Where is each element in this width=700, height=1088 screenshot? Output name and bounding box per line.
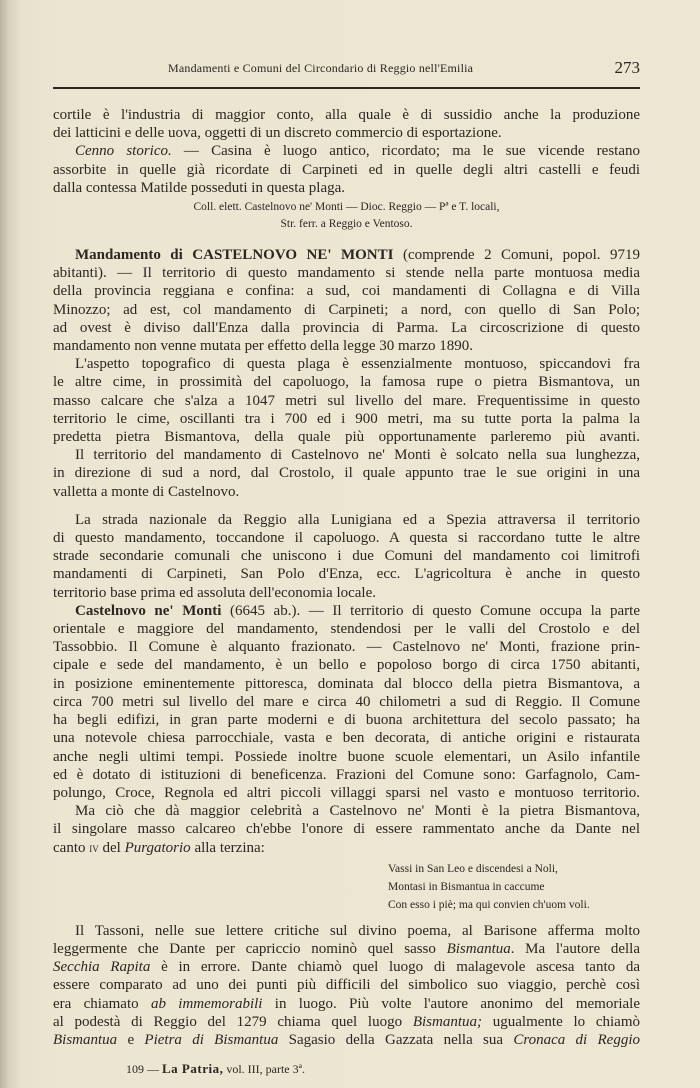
text-line (53, 995, 640, 1013)
text-run: strade secondarie comunali che uniscono i due Comuni del mandamento coi limitrofi (53, 548, 640, 565)
page-footer (53, 1061, 640, 1077)
text-line (53, 602, 640, 620)
text-line (53, 584, 640, 602)
text-run: il singolare masso calcareo ch'ebbe l'onore di essere rammentato anche da Dante nel (53, 821, 640, 838)
text-line (53, 464, 640, 482)
text-line (53, 301, 640, 319)
text-run: L'aspetto topografico di questa plaga è essenzialmente montuoso, spiccandovi fra (75, 356, 640, 373)
text-run: Il Tassoni, nelle sue lettere critiche sul divino poema, al Barisone afferma molto (75, 922, 640, 939)
text-line (53, 922, 640, 940)
text-line (53, 565, 640, 583)
text-line (388, 896, 640, 914)
text-run: Il territorio del mandamento di Castelnovo ne' Monti è solcato nella sua lunghezza, (75, 447, 640, 464)
text-run: Str. ferr. a Reggio e Ventoso. (280, 217, 413, 230)
text-run: e (117, 1031, 145, 1048)
paragraph (53, 106, 640, 142)
text-line (53, 839, 640, 857)
italic-text: Purgatorio (124, 839, 191, 856)
text-line (53, 319, 640, 337)
text-line (53, 940, 640, 958)
text-run: iv (89, 840, 99, 855)
text-run: abitanti). — Il territorio di questo mandamento si stende nella parte montuosa media (53, 265, 640, 282)
signature-number: 109 — (126, 1062, 162, 1077)
text-line (53, 446, 640, 464)
italic-text: Cronaca di Reggio (513, 1031, 640, 1048)
text-run: Ma ciò che dà maggior celebrità a Castelnovo ne' Monti è la pietra Bismantova, (75, 803, 640, 820)
text-run: Con esso i piè; ma qui convien ch'uom voli. (388, 898, 590, 911)
text-run: una notevole chiesa parrocchiale, vasta e ben decorata, di antiche origini e ristaurata (53, 730, 640, 747)
text-run: assorbite in quelle già ricordate di Carpineti ed in quelle degli altri castelli e feudi (53, 161, 640, 178)
running-header (53, 58, 640, 80)
text-line (53, 638, 640, 656)
text-line (53, 656, 640, 674)
paragraph (53, 355, 640, 446)
verse-quote (53, 860, 640, 914)
text-run: La strada nazionale da Reggio alla Lunigiana ed a Spezia attraversa il territorio (75, 511, 640, 528)
text-run: era chiamato (53, 995, 151, 1012)
text-line (53, 216, 640, 233)
text-run: masso calcare che s'alza a 1047 metri sul livello del mare. Frequentissime in questo (53, 392, 640, 409)
text-run: in posizione eminentemente pittoresca, dominata dal blocco della pietra Bismantova, a (53, 675, 640, 692)
text-run: predetta pietra Bismantova, della quale più opportunamente parleremo più avanti. (53, 429, 640, 446)
paragraph (53, 511, 640, 602)
text-run: di questo mandamento, toccandone il capoluogo. A questa si raccordano tutte le altre (53, 530, 640, 547)
work-title: La Patria, (162, 1061, 224, 1077)
text-run: orientale e maggiore del mandamento, stendendosi per le valli del Crostolo e del (53, 621, 640, 638)
paragraph (53, 446, 640, 501)
text-line (53, 729, 640, 747)
text-line (53, 373, 640, 391)
text-run: polungo, Croce, Regnola ed altri piccoli villaggi sparsi nel vasto e montuoso territorio. (53, 784, 640, 801)
text-line (53, 820, 640, 838)
volume-info: vol. III, parte 3ª. (223, 1062, 305, 1077)
text-line (53, 693, 640, 711)
text-line (53, 179, 640, 197)
page-body (53, 106, 640, 1049)
text-line (53, 976, 640, 994)
text-line (53, 1031, 640, 1049)
text-line (53, 282, 640, 300)
text-run: circa 700 metri sul livello del mare e circa 40 chilometri a sud di Reggio. Il Comune (53, 693, 640, 710)
text-line (53, 392, 640, 410)
text-line (388, 860, 640, 878)
text-run: al podestà di Reggio del 1279 chiama quel luogo (53, 1013, 413, 1030)
text-run: mandamento non venne mutata per effetto della legge 30 marzo 1890. (53, 338, 473, 355)
text-run: territorio base prima ed assoluta dell'economia locale. (53, 584, 376, 601)
paragraph (53, 142, 640, 197)
text-run: canto (53, 839, 90, 856)
text-run: ad ovest è diviso dall'Enza dalla provincia di Parma. La circoscrizione di questo (53, 319, 640, 336)
info-note (53, 199, 640, 232)
text-run: in direzione di sud a nord, dal Crostolo, il quale appunto trae le sue origini in una (53, 465, 640, 482)
text-run: del (98, 839, 125, 856)
paragraph (53, 802, 640, 857)
text-run: della provincia reggiana e confina: a sud, coi mandamenti di Collagna e di Villa (53, 283, 640, 300)
text-run: essere comparato ad uno dei punti più difficili del simbolico suo viaggio, perchè così (53, 977, 640, 994)
text-line (53, 483, 640, 501)
text-line (53, 711, 640, 729)
text-run: ugualmente lo chiamò (482, 1013, 640, 1030)
text-run: ha begli edifizi, in gran parte moderni e di buona architettura del secolo passato; ha (53, 712, 640, 729)
text-run: le altre cime, in prossimità del capoluogo, la famosa rupe o pietra Bismantova, un (53, 374, 640, 391)
text-line (53, 142, 640, 160)
text-run: cipale e sede del mandamento, è un bello e popoloso borgo di circa 1750 abitanti, (53, 657, 640, 674)
text-run: dei latticini e delle uova, oggetti di un discreto commercio di esportazione. (53, 125, 502, 142)
text-line (53, 748, 640, 766)
text-line (53, 337, 640, 355)
text-line (53, 958, 640, 976)
text-run: territorio le cime, oscillanti tra i 700 ed i 900 metri, ma su tutte porta la palma la (53, 410, 640, 427)
text-run: (comprende 2 Comuni, popol. 9719 (393, 247, 641, 264)
text-line (53, 410, 640, 428)
bold-text: Castelnovo ne' Monti (75, 602, 222, 619)
text-run: alla terzina: (190, 839, 265, 856)
bold-text: Mandamento di CASTELNOVO NE' MONTI (75, 247, 394, 264)
italic-text: Secchia Rapita (53, 959, 151, 976)
text-line (53, 766, 640, 784)
text-run: Vassi in San Leo e discendesi a Noli, (388, 862, 558, 875)
text-line (53, 675, 640, 693)
text-run: Montasi in Bismantua in caccume (388, 880, 545, 893)
text-run: Tassobbio. Il Comune è alquanto frazionato. — Castelnovo ne' Monti, frazione prin- (53, 639, 640, 656)
italic-text: Cenno storico. (75, 143, 172, 160)
page-content (53, 106, 640, 1077)
text-run: leggermente che Dante per capriccio nominò quel sasso (53, 940, 447, 957)
text-run: Coll. elett. Castelnovo ne' Monti — Dioc. Reggio — Pª e T. locali, (193, 201, 500, 214)
text-run: valletta a monte di Castelnovo. (53, 483, 240, 500)
paragraph (53, 602, 640, 802)
text-line (53, 511, 640, 529)
header-rule (53, 87, 640, 89)
text-run: . Ma l'autore della (510, 940, 641, 957)
text-run: anche negli ultimi tempi. Possiede inoltre buone scuole elementari, un Asilo infantile (53, 748, 640, 765)
italic-text: ab immemorabili (150, 995, 263, 1012)
text-line (53, 124, 640, 142)
text-line (53, 199, 640, 216)
text-run: — Casina è luogo antico, ricordato; ma le sue vicende restano (171, 143, 640, 160)
text-line (53, 161, 640, 179)
text-run: è in errore. Dante chiamò quel luogo di malagevole ascesa tanto da (150, 959, 641, 976)
text-line (53, 620, 640, 638)
text-run: ed è dotato di istituzioni di beneficenza. Frazioni del Comune sono: Garfagnolo, Cam- (53, 766, 640, 783)
text-run: Minozzo; ad est, col mandamento di Carpineti; a nord, con quello di San Polo; (53, 301, 640, 318)
paragraph (53, 922, 640, 1049)
text-run: mandamenti di Carpineti, San Polo d'Enza, ecc. L'agricoltura è anche in questo (53, 566, 640, 583)
italic-text: Bismantua (53, 1031, 118, 1048)
text-line (388, 878, 640, 896)
text-run: cortile è l'industria di maggior conto, alla quale è di sussidio anche la produzione (53, 107, 640, 123)
italic-text: Bismantua; (412, 1013, 483, 1030)
text-line (53, 529, 640, 547)
text-run: Sagasio della Gazzata nella sua (278, 1031, 514, 1048)
text-line (53, 802, 640, 820)
text-line (53, 106, 640, 124)
text-line (53, 784, 640, 802)
page-number: 273 (614, 58, 640, 77)
paragraph (53, 246, 640, 355)
text-line (53, 1013, 640, 1031)
text-run: (6645 ab.). — Il territorio di questo Comune occupa la parte (221, 602, 640, 619)
text-run: dalla contessa Matilde posseduti in questa plaga. (53, 179, 346, 196)
text-line (53, 355, 640, 373)
text-line (53, 547, 640, 565)
text-line (53, 246, 640, 264)
italic-text: Pietra di Bismantua (144, 1031, 279, 1048)
text-line (53, 264, 640, 282)
running-title: Mandamenti e Comuni del Circondario di Reggio nell'Emilia (168, 61, 474, 75)
text-run: in luogo. Più volte l'autore anonimo del memoriale (262, 995, 640, 1012)
text-line (53, 428, 640, 446)
italic-text: Bismantua (446, 940, 511, 957)
